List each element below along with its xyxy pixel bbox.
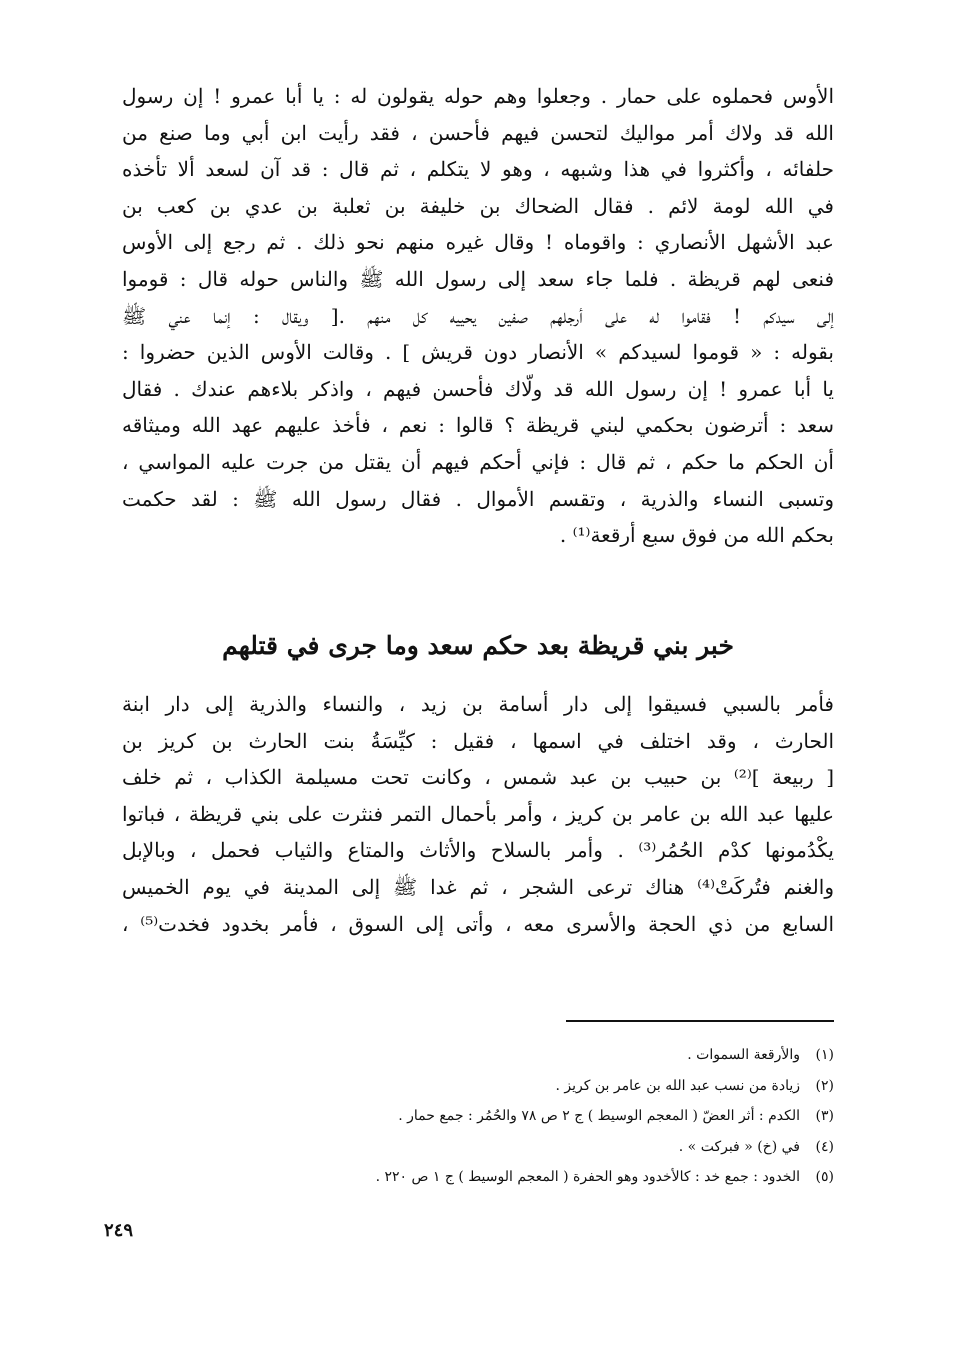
footnote-text: الكدم : أثر العضّ ( المعجم الوسيط ) ج ٢ ص ٧٨ والحُمُر : جمع حمار .: [398, 1108, 800, 1124]
text-line: فأمر بالسبي فسيقوا إلى دار أسامة بن زيد ، والنساء والذرية إلى دار ابنة: [122, 692, 834, 716]
text-line: إلى سيدكم ! فقاموا له على أرجلهم صفين يحييه كل منهم .[ ويقال : إنما عني ﷺ: [122, 303, 834, 328]
text-line: [ ربيعة ]⁽²⁾ بن حبيب بن عبد شمس ، وكانت تحت مسيلمة الكذاب ، ثم خلف: [122, 765, 834, 790]
footnote-number: (١): [815, 1047, 834, 1063]
text-line: في الله لومة لائم . فقال الضحاك بن خليفة بن ثعلبة بن عدي بن كعب بن: [122, 193, 834, 218]
section-heading: خبر بني قريظة بعد حكم سعد وما جرى في قتلهم: [222, 631, 734, 660]
text-line: الأوس فحملوه على حمار . وجعلوا وهم حوله يقولون له : يا أبا عمرو ! إن رسول: [122, 84, 834, 108]
footnote-text: والأرقعة السموات .: [687, 1047, 800, 1063]
footnote: [122, 1101, 834, 1132]
footnote-number: (٣): [815, 1108, 834, 1124]
footnote: [122, 1071, 834, 1102]
text-line: سعد : أترضون بحكمي لبني قريظة ؟ قالوا : نعم ، فأخذ عليهم عهد الله وميثاقه: [122, 413, 834, 438]
text-line: وتسبى النساء والذرية ، وتقسم الأموال . فقال رسول الله ﷺ : لقد حكمت: [122, 486, 834, 511]
main-paragraph-1: [122, 78, 834, 554]
footnotes: [122, 1040, 834, 1193]
text-line: حلفائه ، وأكثروا في هذا وشبهه ، وهو لا يتكلم ، ثم قال : قد آن لسعد ألا تأخذه: [122, 157, 834, 182]
footnote: [122, 1132, 834, 1163]
footnote-text: الخدود : جمع خد : كالأخدود وهو الحفرة ( المعجم الوسيط ) ج ١ ص ٢٢٠ .: [375, 1169, 800, 1185]
text-line: السابع من ذي الحجة والأسرى معه ، وأتى إلى السوق ، فأمر بخدود فخدت⁽⁵⁾ ،: [122, 911, 834, 936]
text-line: يكْدُمونها كدْم الحُمُر⁽³⁾ . وأمر بالسلاح والأثاث والمتاع والثياب فحمل ، وبالإبل: [122, 838, 834, 863]
footnote-text: زيادة من نسب عبد الله بن عامر بن كريز .: [555, 1077, 800, 1094]
text-line: عليها عبد الله بن عامر بن كريز ، وأمر بأحمال التمر فنثرت على بني قريظة ، فباتوا: [122, 801, 834, 826]
text-line: بحكم الله من فوق سبع أرقعة⁽¹⁾ .: [559, 523, 834, 548]
text-line: عبد الأشهل الأنصاري : واقوماه ! وقال غيره منهم نحو ذلك . ثم رجع إلى الأوس: [122, 230, 834, 255]
main-paragraph-2: [122, 686, 834, 942]
footnote-number: (٢): [815, 1077, 834, 1094]
text-line: بقوله : « قوموا لسيدكم » الأنصار دون قريش ] . وقالت الأوس الذين حضروا :: [122, 340, 834, 365]
page-number: ٢٤٩: [104, 1220, 134, 1241]
footnote: [122, 1162, 834, 1193]
footnote-text: في (خ) « فبركت » .: [678, 1138, 800, 1155]
footnote: [122, 1040, 834, 1071]
text-line: فنعى لهم قريظة . فلما جاء سعد إلى رسول الله ﷺ والناس حوله قال : قوموا: [122, 266, 834, 291]
text-line: أن الحكم ما حكم ، ثم قال : فإني أحكم فيهم أن يقتل من جرت عليه المواسي ،: [122, 449, 834, 474]
text-line: الحارث ، وقد اختلف في اسمها ، فقيل : كيِّسَةُ بنت الحارث بن كريز بن: [122, 728, 834, 753]
footnote-number: (٤): [815, 1138, 834, 1155]
footnote-number: (٥): [815, 1169, 834, 1185]
text-line: والغنم فتُركَتْ⁽⁴⁾ هناك ترعى الشجر ، ثم غدا ﷺ إلى المدينة في يوم الخميس: [122, 874, 834, 899]
text-line: الله قد ولاك أمر مواليك لتحسن فيهم فأحسن ، فقد رأيت ابن أبي وما صنع من: [122, 120, 834, 145]
text-line: يا أبا عمرو ! إن رسول الله قد ولّاك فأحسن فيهم ، واذكر بلاءهم عندك . فقال: [122, 376, 834, 401]
footnote-divider: [566, 1020, 834, 1022]
